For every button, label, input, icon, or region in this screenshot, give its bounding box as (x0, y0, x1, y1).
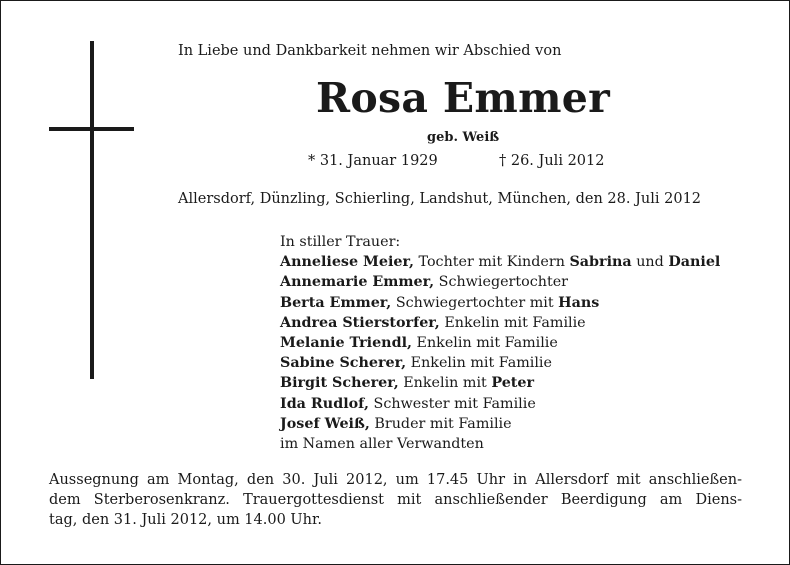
mourner-entry (280, 293, 720, 313)
mourner-relation-connector: und (631, 254, 669, 271)
place-and-date: Allersdorf, Dünzling, Schierling, Landshut, München, den 28. Juli 2012 (178, 191, 702, 207)
mourner-name: Annemarie Emmer, (280, 274, 435, 291)
mourner-entry (280, 272, 720, 292)
mourner-relation: Enkelin mit Familie (411, 335, 558, 352)
mourner-entry (280, 353, 720, 373)
mourner-child-name: Sabrina (569, 254, 632, 271)
cross-icon (90, 41, 94, 379)
mourner-relation: Enkelin mit Familie (406, 355, 552, 372)
mourners-closing: im Namen aller Verwandten (280, 436, 484, 453)
mourner-partner-name: Peter (491, 375, 535, 392)
mourners-list (280, 232, 720, 454)
funeral-details (49, 470, 742, 530)
mourner-name: Berta Emmer, (280, 294, 392, 311)
mourner-entry (280, 313, 720, 333)
funeral-line: tag, den 31. Juli 2012, um 14.00 Uhr. (49, 512, 322, 528)
mourner-entry (280, 252, 720, 272)
mourner-entry (280, 394, 720, 414)
mourner-name: Anneliese Meier, (280, 254, 414, 271)
mourners-heading: In stiller Trauer: (280, 234, 401, 250)
funeral-line: dem Sterberosenkranz. Trauergottesdienst mit anschließender Beerdigung am Diens- (49, 492, 742, 508)
mourner-entry (280, 414, 720, 434)
mourner-relation: Bruder mit Familie (369, 415, 512, 432)
cross-icon-crossbar (49, 127, 134, 131)
mourner-relation: Schwester mit Familie (368, 395, 536, 412)
deceased-name: Rosa Emmer (316, 74, 611, 122)
mourner-name: Andrea Stierstorfer, (280, 314, 440, 331)
mourner-relation: Schwiegertochter (434, 274, 569, 291)
mourner-relation: Enkelin mit (398, 375, 492, 392)
mourner-child-name: Daniel (668, 254, 721, 271)
mourner-entry (280, 373, 720, 393)
maiden-name: geb. Weiß (427, 130, 500, 145)
intro-text: In Liebe und Dankbarkeit nehmen wir Abschied von (178, 43, 562, 59)
mourner-partner-name: Hans (558, 294, 600, 311)
mourner-name: Sabine Scherer, (280, 355, 407, 372)
funeral-line: Aussegnung am Montag, den 30. Juli 2012, um 17.45 Uhr in Allersdorf mit anschließen- (49, 472, 742, 488)
birth-date: * 31. Januar 1929 (308, 153, 438, 169)
mourner-relation: Schwiegertochter mit (391, 294, 559, 311)
mourner-name: Birgit Scherer, (280, 375, 399, 392)
mourner-entry (280, 333, 720, 353)
mourner-name: Melanie Triendl, (280, 335, 412, 352)
mourner-name: Ida Rudlof, (280, 395, 369, 412)
mourner-relation: Tochter mit Kindern (413, 254, 570, 271)
mourner-relation: Enkelin mit Familie (439, 314, 586, 331)
mourner-name: Josef Weiß, (280, 415, 370, 432)
death-date: † 26. Juli 2012 (499, 153, 605, 169)
